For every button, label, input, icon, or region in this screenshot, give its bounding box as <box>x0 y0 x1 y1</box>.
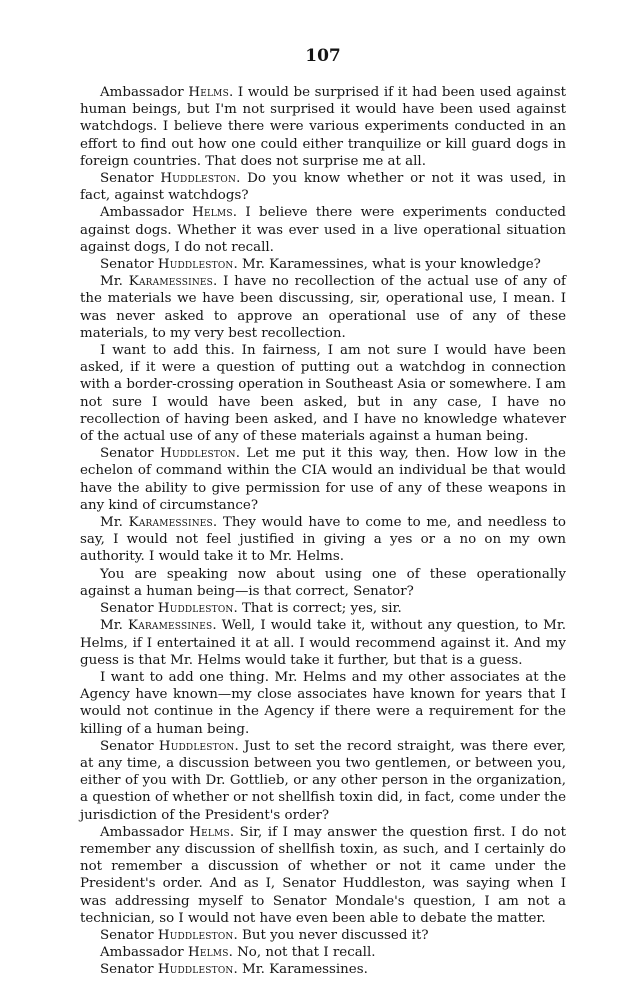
speaker-prefix: Senator <box>100 446 161 462</box>
speaker-prefix: Senator <box>100 171 161 187</box>
paragraph <box>80 927 566 944</box>
paragraph-text: . That is correct; yes, sir. <box>233 601 402 617</box>
speaker-prefix: Ambassador <box>100 205 193 221</box>
paragraph-text: I want to add this. In fairness, I am not sure I would have been asked, if it were a question of putting out a watchdog in connection with a border-crossing operation in Southeast Asia or somewhere. I am not sure I would have been asked, but in any case, I have no recollection of having been asked, and I have no knowledge whatever of the actual use of any of these materials against a human being. <box>80 343 566 445</box>
speaker-name: Huddleston <box>157 257 234 273</box>
transcript-body <box>80 84 566 979</box>
paragraph <box>80 738 566 824</box>
speaker-name: Huddleston <box>157 962 234 978</box>
paragraph <box>80 944 566 961</box>
paragraph-text: . Well, I would take it, without any question, to Mr. Helms, if I entertained it at all. I would recommend against it. And my guess is that Mr. Helms would take it further, but that is a guess. <box>80 618 567 668</box>
speaker-name: Huddleston <box>157 927 234 943</box>
paragraph <box>80 84 566 170</box>
speaker-prefix: Senator <box>100 927 158 943</box>
paragraph <box>80 961 566 978</box>
speaker-name: Karamessines <box>128 618 213 634</box>
paragraph-text: . I believe there were experiments conducted against dogs. Whether it was ever used in a live operational situation against dogs, I do not recall. <box>80 205 566 255</box>
paragraph-text: . Just to set the record straight, was there ever, at any time, a discussion between you two gentlemen, or between you, either of you with Dr. Gottlieb, or any other person in the organization, a question of whether or not shellfish toxin did, in fact, come under the jurisdiction of the President's order? <box>80 738 566 823</box>
speaker-prefix: Ambassador <box>100 85 189 100</box>
paragraph <box>80 170 566 204</box>
paragraph <box>80 342 566 445</box>
speaker-name: Karamessines <box>128 515 213 531</box>
page-number: 107 <box>305 46 341 66</box>
speaker-prefix: Senator <box>100 738 159 754</box>
speaker-prefix: Senator <box>100 962 158 978</box>
speaker-name: Helms <box>189 824 230 840</box>
speaker-name: Helms <box>192 205 233 221</box>
paragraph-text: . Mr. Karamessines. <box>233 962 368 978</box>
speaker-prefix: Ambassador <box>100 945 188 961</box>
paragraph <box>80 273 566 342</box>
speaker-name: Karamessines <box>128 274 214 290</box>
paragraph-text: You are speaking now about using one of these operationally against a human being—is that correct, Senator? <box>80 566 566 599</box>
paragraph <box>80 617 566 669</box>
paragraph-text: . I have no recollection of the actual use of any of the materials we have been discussing, sir, operational use, I mean. I was never asked to approve an operational use of any of these materials, to my very best recollection. <box>80 274 566 341</box>
paragraph <box>80 256 566 273</box>
speaker-prefix: Mr. <box>100 618 129 634</box>
paragraph-text: . Mr. Karamessines, what is your knowledge? <box>233 257 541 273</box>
speaker-name: Huddleston <box>158 738 235 754</box>
paragraph-text: . I would be surprised if it had been used against human beings, but I'm not surprised it would have been used against watchdogs. I believe there were various experiments conducted in an effort to find out how one could either tranquilize or kill guard dogs in foreign countries. That does not surprise me at all. <box>80 85 566 169</box>
paragraph <box>80 445 566 514</box>
paragraph-text: . Sir, if I may answer the question first. I do not remember any discussion of shellfish toxin, as such, and I certainly do not remember a discussion of whether or not it came under the President's order. And as I, Senator Huddleston, was saying when I was addressing myself to Senator Mondale's question, I am not a technician, so I would not have even been able to debate the matter. <box>80 824 566 926</box>
paragraph <box>80 566 566 600</box>
speaker-prefix: Senator <box>100 601 158 617</box>
paragraph-text: . Let me put it this way, then. How low in the echelon of command within the CIA would an individual be that would have the ability to give permission for use of any of these weapons in any kind of circumstance? <box>80 446 566 513</box>
speaker-name: Helms <box>188 85 229 100</box>
paragraph-text: I want to add one thing. Mr. Helms and my other associates at the Agency have known—my close associates have known for years that I would not continue in the Agency if there were a requirement for the killing of a human being. <box>80 669 566 737</box>
speaker-name: Huddleston <box>157 601 234 617</box>
paragraph <box>80 514 566 566</box>
paragraph <box>80 600 566 617</box>
paragraph <box>80 669 566 738</box>
paragraph <box>80 204 566 256</box>
speaker-prefix: Senator <box>100 257 158 273</box>
speaker-name: Huddleston <box>160 171 237 187</box>
speaker-prefix: Ambassador <box>100 824 190 840</box>
paragraph-text: . No, not that I recall. <box>228 945 376 961</box>
paragraph-text: . Do you know whether or not it was used, in fact, against watchdogs? <box>80 171 566 204</box>
paragraph-text: . But you never discussed it? <box>233 927 429 943</box>
paragraph <box>80 824 566 927</box>
paragraph-text: . They would have to come to me, and needless to say, I would not feel justified in giving a yes or a no on my own authority. I would take it to Mr. Helms. <box>80 515 566 565</box>
speaker-name: Helms <box>187 945 229 961</box>
speaker-prefix: Mr. <box>100 274 129 290</box>
speaker-prefix: Mr. <box>100 515 129 531</box>
speaker-name: Huddleston <box>160 446 236 462</box>
